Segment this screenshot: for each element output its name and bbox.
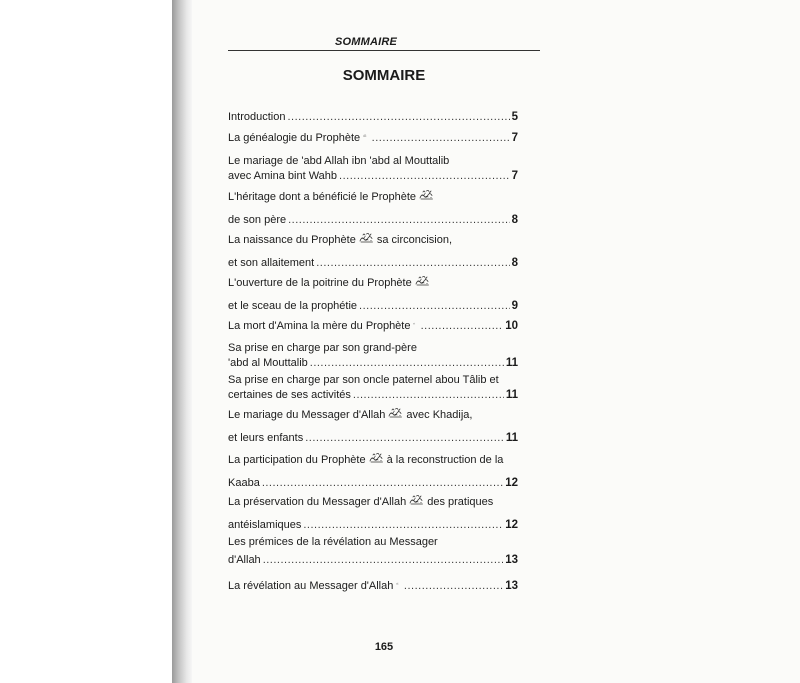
toc-entry [228, 494, 518, 509]
toc-page-number: 7 [511, 170, 518, 182]
salutation-calligraphy-icon [396, 578, 399, 589]
toc-entry-title-cont: antéislamiques [228, 519, 302, 531]
toc-entry-title: Sa prise en charge par son oncle paternel abou Tâlib et [228, 374, 499, 386]
leader-dots [287, 110, 509, 125]
leader-dots [262, 476, 503, 491]
running-head: SOMMAIRE [334, 36, 398, 48]
book-gutter-shadow [172, 0, 192, 683]
leader-dots [404, 579, 503, 594]
toc-page-number: 12 [505, 519, 518, 531]
toc-entry-title-cont: et son allaitement [228, 257, 315, 269]
leader-dots [263, 553, 504, 568]
toc-entry-title: La généalogie du Prophète [228, 132, 361, 144]
toc-entry-title-rest: sa circoncision, [376, 234, 453, 246]
page-number: 165 [374, 641, 394, 653]
toc-page-number: 13 [505, 580, 518, 592]
toc-entry [228, 452, 518, 467]
salutation-calligraphy-icon [415, 275, 430, 286]
toc-entry [228, 275, 518, 290]
salutation-calligraphy-icon [388, 407, 403, 418]
toc-entry-title: Les prémices de la révélation au Messager [228, 536, 438, 548]
toc-entry [228, 110, 518, 125]
toc-page-number: 8 [511, 257, 518, 269]
salutation-calligraphy-icon [409, 494, 424, 505]
toc-entry-title-cont: de son père [228, 214, 287, 226]
toc-entry [228, 154, 518, 184]
toc-entry-title-cont: Kaaba [228, 477, 260, 489]
leader-dots [353, 388, 504, 403]
toc-page-number: 5 [511, 111, 518, 123]
toc-page-number: 7 [511, 132, 518, 144]
toc-entry-title: La naissance du Prophète [228, 234, 356, 246]
toc-page-number: 11 [505, 432, 518, 444]
page-title: SOMMAIRE [342, 67, 426, 84]
toc-entry [228, 373, 518, 403]
leader-dots [305, 431, 504, 446]
toc-page-number: 9 [511, 300, 518, 312]
toc-page-number: 10 [505, 320, 518, 332]
salutation-calligraphy-icon [413, 318, 415, 329]
toc-entry [228, 318, 518, 333]
toc-entry-continuation [228, 213, 518, 228]
toc-entry-continuation [228, 256, 518, 271]
header-rule [228, 50, 540, 51]
leader-dots [359, 299, 510, 314]
toc-entry-title-cont: certaines de ses activités [228, 389, 351, 401]
toc-page-number: 11 [505, 357, 518, 369]
toc-entry-title-cont: avec Amina bint Wahb [228, 170, 338, 182]
toc-entry-title: Introduction [228, 111, 286, 123]
toc-entry-title-cont: et le sceau de la prophétie [228, 300, 358, 312]
toc-entry-title: L'ouverture de la poitrine du Prophète [228, 277, 412, 289]
leader-dots [288, 213, 509, 228]
leader-dots [421, 319, 504, 334]
toc-entry-title-cont: 'abd al Mouttalib [228, 357, 308, 369]
toc-entry-title: L'héritage dont a bénéficié le Prophète [228, 191, 417, 203]
toc-entry [228, 232, 518, 247]
toc-entry-continuation [228, 476, 518, 491]
toc-entry-title: La mort d'Amina la mère du Prophète [228, 320, 411, 332]
toc-entry-title-rest: avec Khadija, [406, 409, 473, 421]
toc-entry-title: Le mariage de 'abd Allah ibn 'abd al Mouttalib [228, 155, 450, 167]
salutation-calligraphy-icon [369, 452, 384, 463]
toc-entry-title-rest: des pratiques [427, 496, 494, 508]
salutation-calligraphy-icon [363, 130, 367, 141]
leader-dots [339, 169, 510, 184]
toc-entry [228, 578, 518, 593]
leader-dots [316, 256, 509, 271]
toc-entry-title: La participation du Prophète [228, 454, 366, 466]
toc-entry-title: La préservation du Messager d'Allah [228, 496, 407, 508]
toc-entry-title: Sa prise en charge par son grand-père [228, 342, 417, 354]
toc-entry [228, 189, 518, 204]
toc-entry [228, 341, 518, 371]
toc-entry [228, 407, 518, 422]
toc-page-number: 8 [511, 214, 518, 226]
salutation-calligraphy-icon [419, 189, 434, 200]
leader-dots [372, 131, 510, 146]
toc-entry-continuation [228, 431, 518, 446]
toc-entry-continuation [228, 299, 518, 314]
toc-page-number: 11 [505, 389, 518, 401]
salutation-calligraphy-icon [359, 232, 374, 243]
toc-entry [228, 535, 518, 568]
toc-entry-title-cont: et leurs enfants [228, 432, 304, 444]
toc-page-number: 12 [505, 477, 518, 489]
toc-entry-title: Le mariage du Messager d'Allah [228, 409, 386, 421]
toc-entry-title: La révélation au Messager d'Allah [228, 580, 394, 592]
toc-entry-title-cont: d'Allah [228, 554, 261, 566]
leader-dots [310, 356, 504, 371]
toc-entry-continuation [228, 518, 518, 533]
leader-dots [303, 518, 503, 533]
toc-page-number: 13 [505, 554, 518, 566]
toc-entry [228, 130, 518, 145]
toc-entry-title-rest: à la reconstruction de la [386, 454, 504, 466]
